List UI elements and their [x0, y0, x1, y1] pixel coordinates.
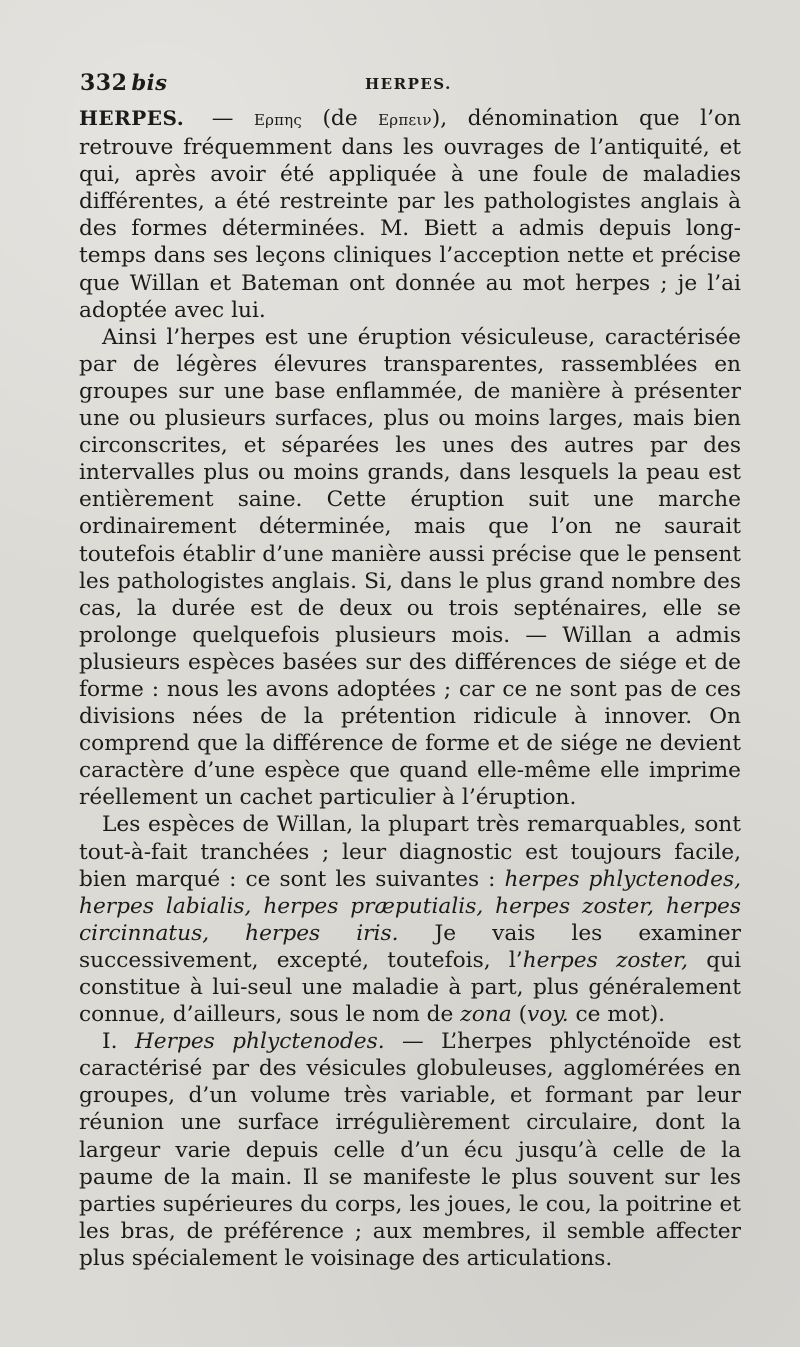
p1-text-b: (de: [301, 106, 379, 131]
paragraph-3: [79, 811, 741, 1028]
greek-word-2: Ερπειν: [378, 111, 432, 129]
p4-text: — L’herpes phlycténoïde est caractérisé par des vésicules globuleuses, agglomérées en groupes, d’un volume très variable, et formant par leur réunion une surface irrégulièrement circulaire, dont la largeur varie depuis celle d’un écu jusqu’à celle de la paume de la main. Il se manifeste le plus souvent sur les parties supérieures du corps, les joues, le cou, la poitrine et les bras, de préférence ; aux membres, il semble affecter plus spécialement le voisinage des articulations.: [79, 1029, 741, 1271]
p3-species-list: herpes phlyctenodes, herpes labialis, herpes præputialis, herpes zoster, herpes circinnatus, herpes iris.: [79, 866, 741, 946]
article-body: [79, 105, 741, 1272]
page-number-value: 332: [80, 70, 128, 96]
p1-text-c: ), dénomination que l’on retrouve fréquemment dans les ouvrages de l’antiquité, et qui, après avoir été appliquée à une foule de maladies différentes, a été restreinte par les pathologistes anglais à des formes déterminées. M. Biett a admis depuis long-temps dans ses leçons cliniques l’acception nette et précise que Willan et Bateman ont donnée au mot herpes ; je l’ai adoptée avec lui.: [79, 106, 741, 323]
p3-text-a: Les espèces de Willan, la plupart très remarquables, sont tout-à-fait tranchées ; leur diagnostic est toujours facile, bien marqué : ce sont les suivantes :: [79, 812, 741, 892]
p3-text-b: Je vais les examiner successivement, excepté, toutefois, l’: [79, 920, 742, 973]
page-number-suffix: bis: [131, 70, 168, 95]
p4-subheading: Herpes phlyctenodes.: [134, 1029, 385, 1055]
p4-numeral: I.: [102, 1029, 135, 1055]
paragraph-1: [79, 105, 741, 324]
p3-text-d: (: [511, 1002, 528, 1028]
paragraph-4: [79, 1028, 741, 1272]
greek-word-1: Ερπης: [253, 111, 302, 129]
p1-text-a: —: [191, 106, 254, 131]
paragraph-2: Ainsi l’herpes est une éruption vésiculeuse, caractérisée par de légères élevures transparentes, rassemblées en groupes sur une base enflammée, de manière à présenter une ou plusieurs surfaces, plus ou moins larges, mais bien circonscrites, et séparées les unes des autres par des intervalles plus ou moins grands, dans lesquels la peau est entièrement saine. Cette éruption suit une marche ordinairement déterminée, mais que l’on ne saurait toutefois établir d’une manière aussi précise que le pensent les pathologistes anglais. Si, dans le plus grand nombre des cas, la durée est de deux ou trois septénaires, elle se prolonge quelquefois plusieurs mois. — Willan a admis plusieurs espèces basées sur des différences de siége et de forme : nous les avons adoptées ; car ce ne sont pas de ces divisions nées de la prétention ridicule à innover. On comprend que la différence de forme et de siége ne devient caractère d’une espèce que quand elle-même elle imprime réellement un cachet particulier à l’éruption.: [79, 324, 741, 811]
p3-voy: voy.: [527, 1002, 569, 1028]
running-head: HERPES.: [365, 75, 452, 93]
page-number: [80, 70, 167, 96]
p3-text-c: qui constitue à lui-seul une maladie à part, plus généralement connue, d’ailleurs, sous le nom de: [79, 947, 742, 1028]
headword: HERPES.: [79, 106, 185, 130]
p3-text-e: ce mot).: [568, 1002, 666, 1028]
page-header: [80, 70, 742, 98]
p3-herpes-zoster: herpes zoster,: [522, 947, 688, 973]
p3-zona: zona: [460, 1002, 512, 1028]
